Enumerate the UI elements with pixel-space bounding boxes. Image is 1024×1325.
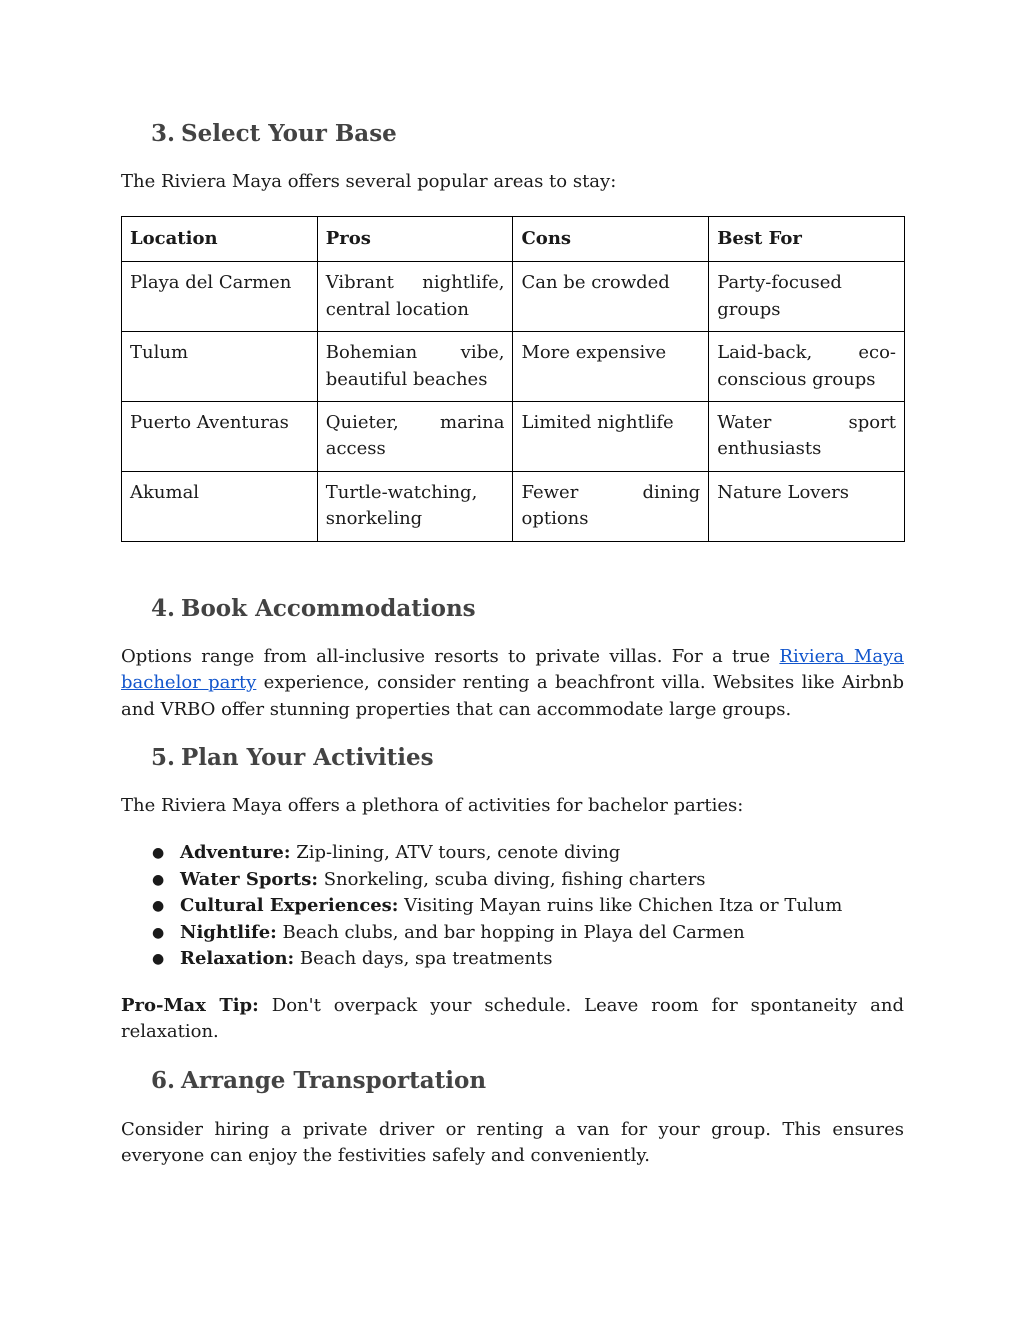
bullet-icon: ● (152, 871, 165, 888)
cell-location: Tulum (122, 332, 318, 402)
cell-best-for: Laid-back, eco-conscious groups (709, 332, 905, 402)
header-cons: Cons (513, 217, 709, 262)
cell-location: Akumal (122, 471, 318, 541)
cell-best-for: Party-focused groups (709, 262, 905, 332)
bullet-icon: ● (152, 924, 165, 941)
cell-location: Playa del Carmen (122, 262, 318, 332)
intro-areas: The Riviera Maya offers several popular areas to stay: (121, 171, 617, 192)
cell-cons: Can be crowded (513, 262, 709, 332)
bullet-icon: ● (152, 845, 165, 861)
header-location: Location (122, 217, 318, 262)
header-pros: Pros (317, 217, 513, 262)
cell-pros: Bohemian vibe, beautiful beaches (317, 332, 513, 402)
bullet-icon: ● (152, 951, 165, 968)
table-row (122, 402, 905, 472)
list-item: ● Nightlife: Beach clubs, and bar hopping in Playa del Carmen (121, 920, 904, 947)
heading-select-your-base: 3. Select Your Base (151, 120, 397, 147)
heading-book-accommodations: 4. Book Accommodations (151, 595, 476, 622)
cell-cons: Limited nightlife (513, 402, 709, 472)
locations-table (121, 216, 905, 542)
bullet-icon: ● (152, 898, 165, 915)
header-best-for: Best For (709, 217, 905, 262)
table-row (122, 262, 905, 332)
cell-pros: Quieter, marina access (317, 402, 513, 472)
cell-location: Puerto Aventuras (122, 402, 318, 472)
list-item: ● Relaxation: Beach days, spa treatments (121, 946, 904, 973)
transportation-paragraph: Consider hiring a private driver or renting a van for your group. This ensures everyone can enjoy the festivities safely and conveniently. (121, 1119, 904, 1167)
cell-pros: Vibrant nightlife, central location (317, 262, 513, 332)
accommodations-paragraph: Options range from all-inclusive resorts to private villas. For a true Riviera Maya bachelor party experience, consider renting a beachfront villa. Websites like Airbnb and VRBO offer stunning properties that can accommodate large groups. (121, 646, 904, 720)
list-item: ● Water Sports: Snorkeling, scuba diving, fishing charters (121, 867, 904, 894)
cell-best-for: Nature Lovers (709, 471, 905, 541)
list-item: ● Adventure: Zip-lining, ATV tours, cenote diving (121, 840, 904, 867)
cell-best-for: Water sport enthusiasts (709, 402, 905, 472)
table-row (122, 332, 905, 402)
pro-tip-label: Pro-Max Tip: (121, 995, 259, 1016)
cell-cons: Fewer dining options (513, 471, 709, 541)
intro-activities: The Riviera Maya offers a plethora of activities for bachelor parties: (121, 795, 744, 816)
cell-pros: Turtle-watching, snorkeling (317, 471, 513, 541)
list-item: ● Cultural Experiences: Visiting Mayan ruins like Chichen Itza or Tulum (121, 893, 904, 920)
heading-arrange-transportation: 6. Arrange Transportation (151, 1067, 487, 1094)
activities-list (121, 840, 904, 973)
heading-plan-your-activities: 5. Plan Your Activities (151, 744, 434, 771)
table-header-row (122, 217, 905, 262)
pro-tip-paragraph: Pro-Max Tip: Don't overpack your schedule. Leave room for spontaneity and relaxation. (121, 995, 905, 1043)
riviera-maya-bachelor-party-link[interactable]: Riviera Maya bachelor party (121, 646, 904, 694)
table-row (122, 471, 905, 541)
cell-cons: More expensive (513, 332, 709, 402)
